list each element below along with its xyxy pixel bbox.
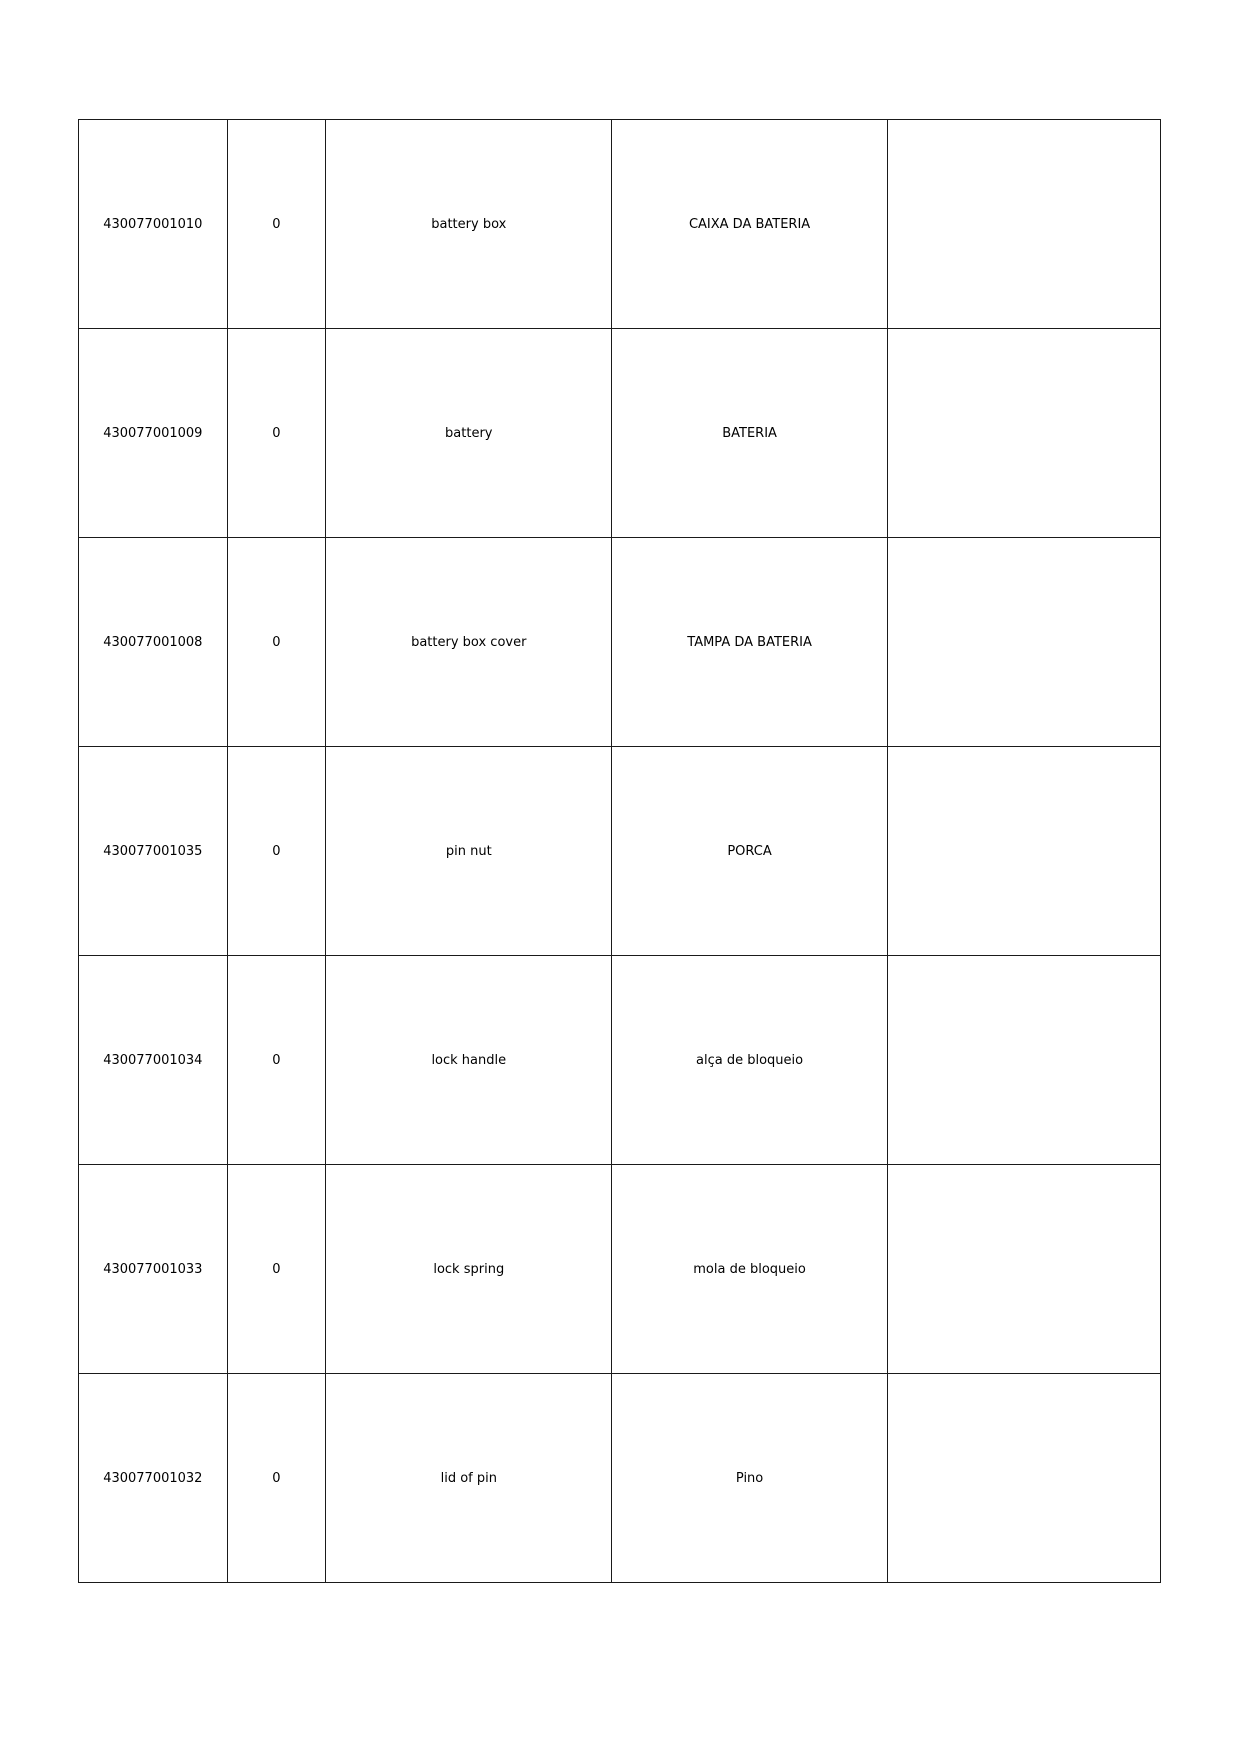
english-name-cell: lock spring xyxy=(326,1165,612,1374)
english-name-cell: battery box xyxy=(326,120,612,329)
notes-cell xyxy=(887,747,1160,956)
notes-cell xyxy=(887,120,1160,329)
portuguese-name-cell: alça de bloqueio xyxy=(612,956,887,1165)
notes-cell xyxy=(887,538,1160,747)
part-code-cell: 430077001008 xyxy=(79,538,228,747)
quantity-cell: 0 xyxy=(227,956,325,1165)
english-name-cell: battery xyxy=(326,329,612,538)
part-code-cell: 430077001032 xyxy=(79,1374,228,1583)
notes-cell xyxy=(887,329,1160,538)
table-row xyxy=(79,747,1161,956)
english-name-cell: pin nut xyxy=(326,747,612,956)
english-name-cell: battery box cover xyxy=(326,538,612,747)
portuguese-name-cell: PORCA xyxy=(612,747,887,956)
notes-cell xyxy=(887,1374,1160,1583)
part-code-cell: 430077001009 xyxy=(79,329,228,538)
quantity-cell: 0 xyxy=(227,538,325,747)
part-code-cell: 430077001034 xyxy=(79,956,228,1165)
quantity-cell: 0 xyxy=(227,329,325,538)
quantity-cell: 0 xyxy=(227,747,325,956)
notes-cell xyxy=(887,956,1160,1165)
english-name-cell: lid of pin xyxy=(326,1374,612,1583)
table-row xyxy=(79,1374,1161,1583)
table-row xyxy=(79,956,1161,1165)
english-name-cell: lock handle xyxy=(326,956,612,1165)
portuguese-name-cell: CAIXA DA BATERIA xyxy=(612,120,887,329)
notes-cell xyxy=(887,1165,1160,1374)
portuguese-name-cell: mola de bloqueio xyxy=(612,1165,887,1374)
table-row xyxy=(79,538,1161,747)
quantity-cell: 0 xyxy=(227,120,325,329)
part-code-cell: 430077001010 xyxy=(79,120,228,329)
part-code-cell: 430077001035 xyxy=(79,747,228,956)
parts-table xyxy=(78,119,1161,1583)
portuguese-name-cell: TAMPA DA BATERIA xyxy=(612,538,887,747)
portuguese-name-cell: BATERIA xyxy=(612,329,887,538)
table-row xyxy=(79,120,1161,329)
quantity-cell: 0 xyxy=(227,1165,325,1374)
table-row xyxy=(79,329,1161,538)
quantity-cell: 0 xyxy=(227,1374,325,1583)
portuguese-name-cell: Pino xyxy=(612,1374,887,1583)
table-row xyxy=(79,1165,1161,1374)
part-code-cell: 430077001033 xyxy=(79,1165,228,1374)
